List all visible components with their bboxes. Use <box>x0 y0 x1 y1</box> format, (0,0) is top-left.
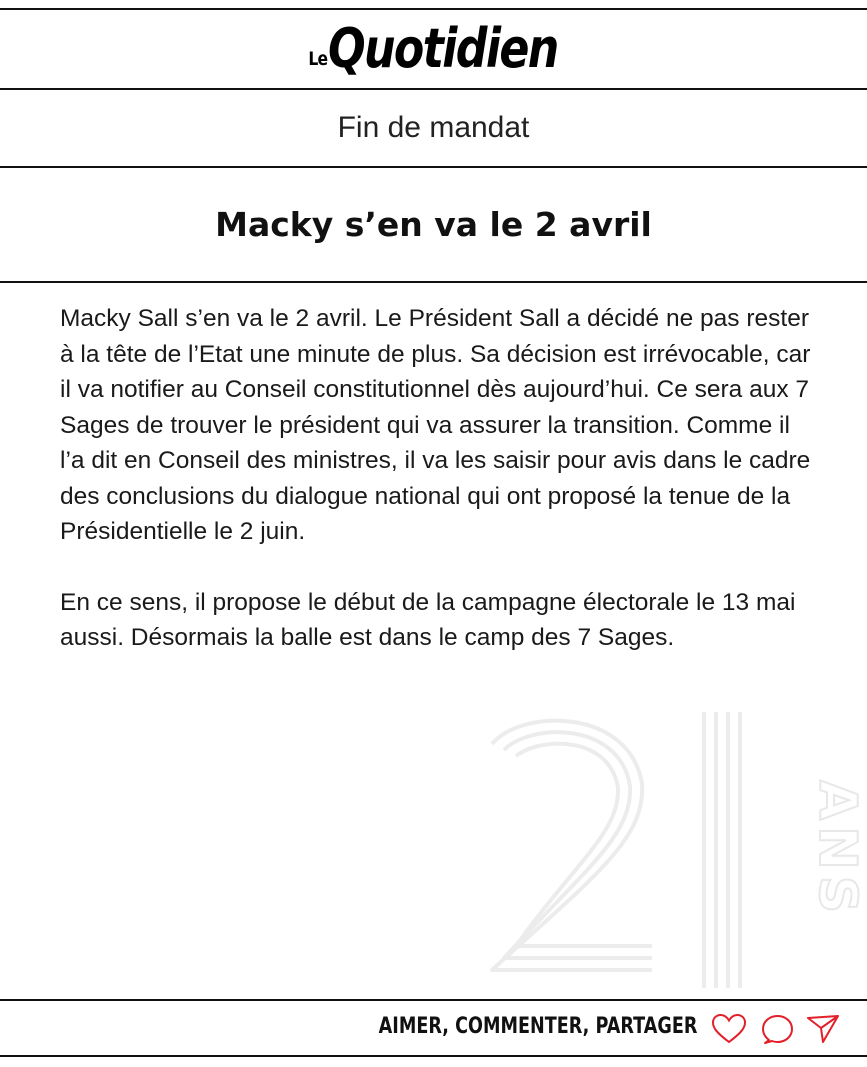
share-footer <box>0 1001 867 1055</box>
comment-bubble-icon[interactable] <box>760 1013 796 1045</box>
masthead <box>0 10 867 88</box>
heart-icon[interactable] <box>711 1013 747 1045</box>
article-paragraph: En ce sens, il propose le début de la campagne électorale le 13 mai aussi. Désormais la balle est dans le camp des 7 Sages. <box>60 588 796 651</box>
headline-divider <box>0 281 867 283</box>
logo-prefix: Le <box>308 48 328 70</box>
send-icon[interactable] <box>805 1013 841 1045</box>
rubric-label: Fin de mandat <box>337 111 530 144</box>
share-label: AIMER, COMMENTER, PARTAGER <box>378 1014 697 1039</box>
footer-bottom-rule <box>0 1055 867 1057</box>
newspaper-logo <box>308 17 559 80</box>
logo-wordmark: Quotidien <box>328 17 559 80</box>
article-headline: Macky s’en va le 2 avril <box>215 205 652 244</box>
article-paragraph: Macky Sall s’en va le 2 avril. Le Président Sall a décidé ne pas rester à la tête de l’Etat une minute de plus. Sa décision est irrévocable, car il va notifier au Conseil constitutionnel dès aujourd’hui. Ce sera aux 7 Sages de trouver le président qui va assurer la transition. Comme il l’a dit en Conseil des ministres, il va les saisir pour avis dans le cadre des conclusions du dialogue national qui ont proposé la tenue de la Présidentielle le 2 juin. <box>60 305 811 545</box>
watermark-label: ANS <box>807 780 867 920</box>
anniversary-watermark <box>470 700 867 996</box>
article-body <box>60 301 820 691</box>
